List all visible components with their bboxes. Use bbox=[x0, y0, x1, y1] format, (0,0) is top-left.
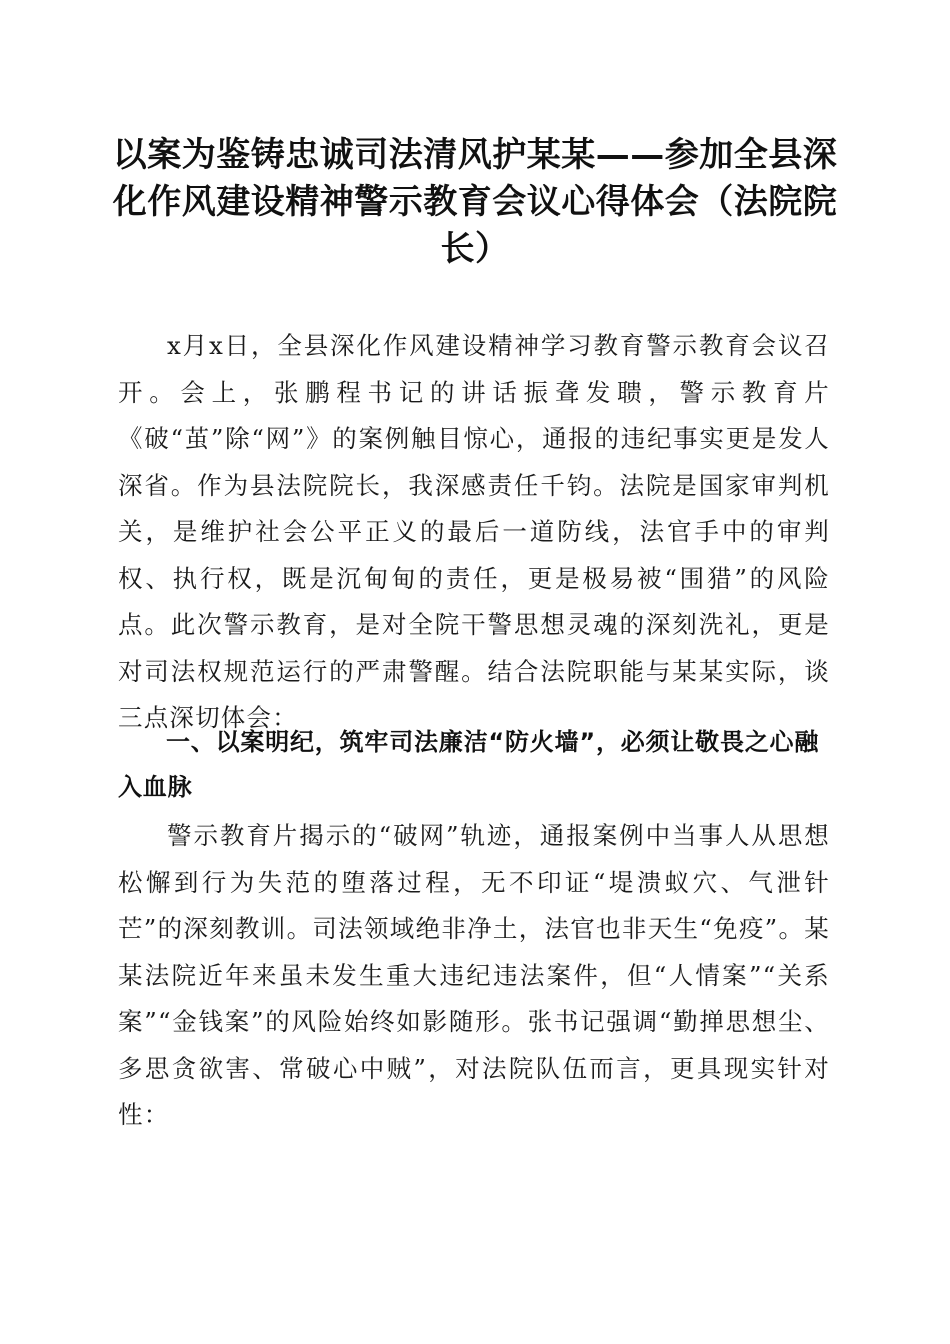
paragraph-intro: x月x日，全县深化作风建设精神学习教育警示教育会议召开。会上，张鹏程书记的讲话振聋发聩，警示教育片《破“茧”除“网”》的案例触目惊心，通报的违纪事实更是发人深省。作为县法院院长，我深感责任千钧。法院是国家审判机关，是维护社会公平正义的最后一道防线，法官手中的审判权、执行权，既是沉甸甸的责任，更是极易被“围猎”的风险点。此次警示教育，是对全院干警思想灵魂的深刻洗礼，更是对司法权规范运行的严肃警醒。结合法院职能与某某实际，谈三点深切体会： bbox=[118, 331, 830, 732]
document-title: 以案为鉴铸忠诚司法清风护某某——参加全县深化作风建设精神警示教育会议心得体会（法院院长） bbox=[112, 135, 838, 269]
section-heading-1: 一、以案明纪，筑牢司法廉洁“防火墙”，必须让敬畏之心融入血脉 bbox=[118, 728, 820, 801]
paragraph-section-1: 警示教育片揭示的“破网”轨迹，通报案例中当事人从思想松懈到行为失范的堕落过程，无不印证“堤溃蚁穴、气泄针芒”的深刻教训。司法领域绝非净土，法官也非天生“免疫”。某某法院近年来虽未发生重大违纪违法案件，但“人情案”“关系案”“金钱案”的风险始终如影随形。张书记强调“勤掸思想尘、多思贪欲害、常破心中贼”，对法院队伍而言，更具现实针对性： bbox=[118, 821, 830, 1129]
